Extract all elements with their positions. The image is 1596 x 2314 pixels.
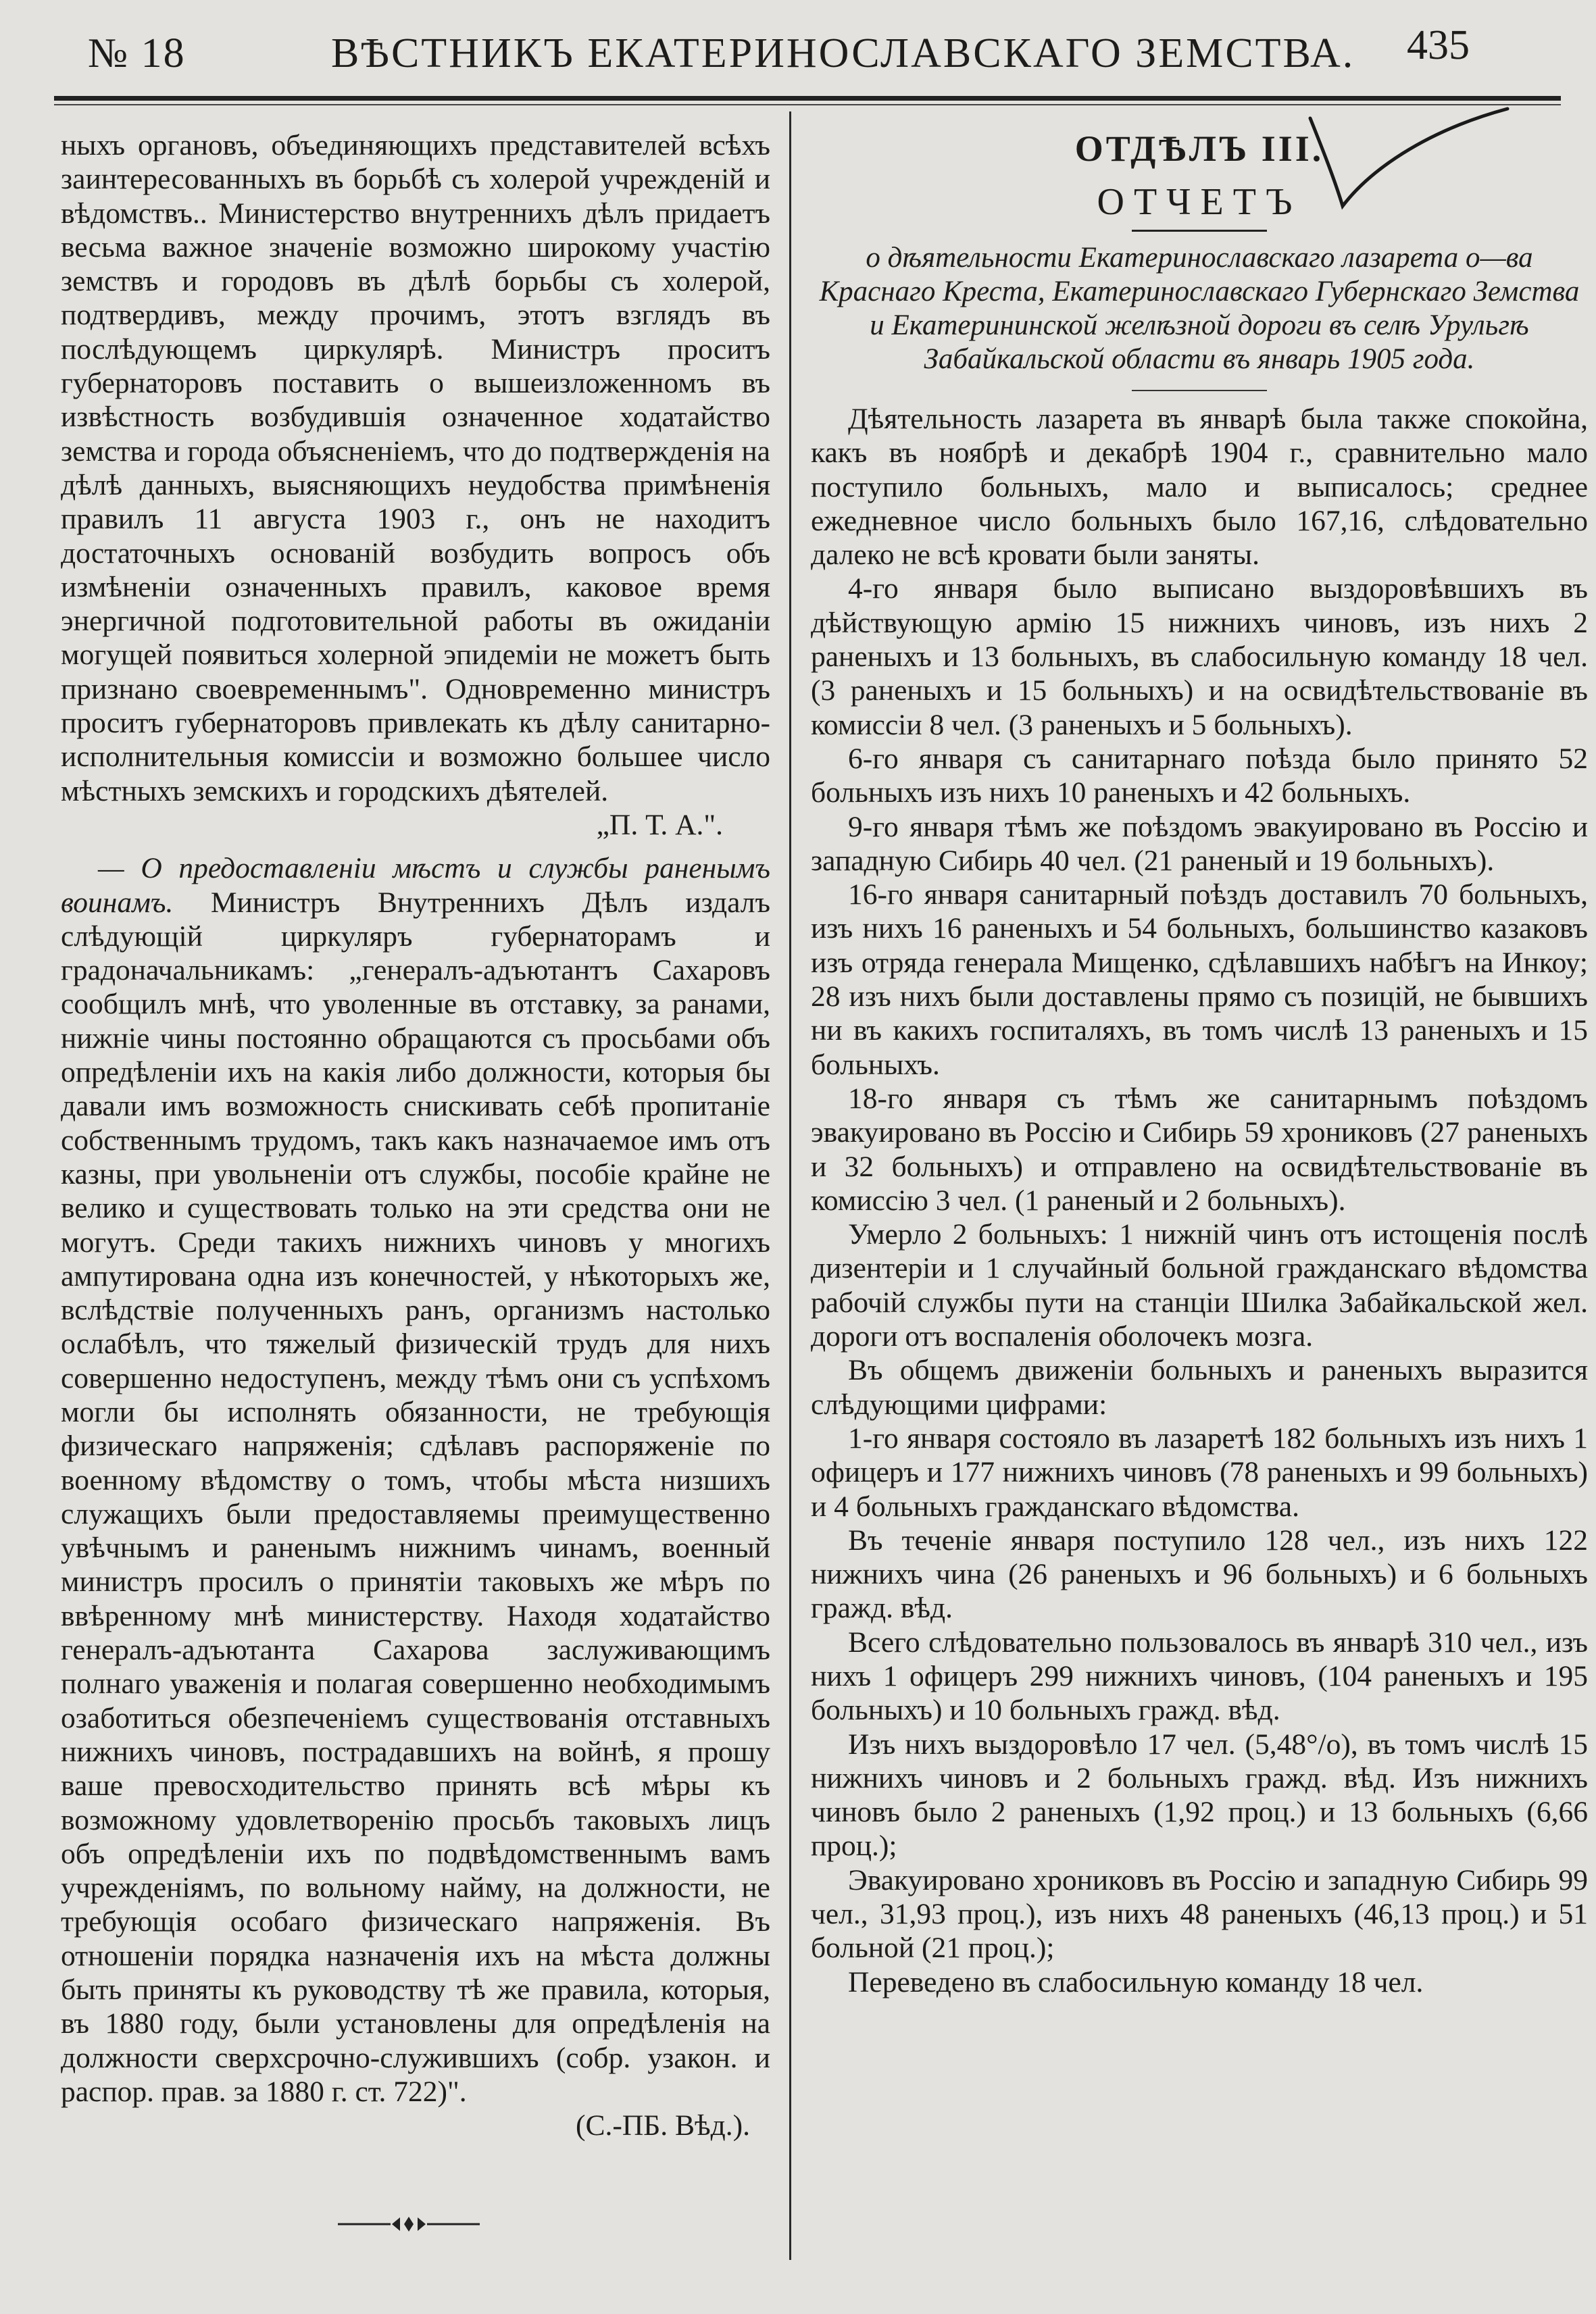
report-paragraph: 4-го января было выписано выздоровѣвшихъ въ дѣйствующую армію 15 нижнихъ чиновъ, изъ нихъ 2 раненыхъ и 13 больныхъ, въ слабосильную команду 18 чел. (3 раненыхъ и 15 больныхъ) и на освидѣтельствованіе въ комиссіи 8 чел. (3 раненыхъ и 5 больныхъ).	[811, 572, 1588, 741]
report-paragraph: Всего слѣдовательно пользовалось въ январѣ 310 чел., изъ нихъ 1 офицеръ 299 нижнихъ чиновъ, (104 раненыхъ и 195 больныхъ) и 10 больныхъ гражд. вѣд.	[811, 1626, 1588, 1727]
section-label: ОТДѢЛЪ III.	[1074, 128, 1324, 169]
news-item-lead: — О предоставленіи мѣстъ и службы раненымъ воинамъ.	[61, 852, 770, 919]
page-number: 435	[1407, 22, 1470, 68]
header-rule	[54, 96, 1561, 101]
report-paragraph: 1-го января состояло въ лазаретѣ 182 больныхъ изъ нихъ 1 офицеръ и 177 нижнихъ чиновъ (78 раненыхъ и 99 больныхъ) и 4 больныхъ гражданскаго вѣдомства.	[811, 1422, 1588, 1523]
report-title: ОТЧЕТЪ	[1097, 181, 1302, 223]
continued-paragraph: ныхъ органовъ, объединяющихъ представителей всѣхъ заинтересованныхъ въ борьбѣ съ холерой учрежденій и вѣдомствъ.. Министерство внутреннихъ дѣлъ придаетъ весьма важное значеніе возможно широкому участію земствъ и городовъ въ дѣлѣ борьбы съ холерой, подтвердивъ, между прочимъ, этотъ взглядъ въ послѣдующемъ циркулярѣ. Министръ проситъ губернаторовъ поставить о вышеизложенномъ въ извѣстность возбудившія означенное ходатайство земства и города объясненіемъ, что до подтвержденія на дѣлѣ данныхъ, выясняющихъ неудобства примѣненія правилъ 11 августа 1903 г., онъ не находитъ достаточныхъ основаній возбудить вопросъ объ измѣненіи означенныхъ правилъ, каковое время энергичной подготовительной работы въ ожиданіи могущей появиться холерной эпидеміи не можетъ быть признано своевременнымъ". Одновременно министръ проситъ губернаторовъ привлекать къ дѣлу санитарно-исполнительныя комиссіи и возможно большее число мѣстныхъ земскихъ и городскихъ дѣятелей.	[61, 129, 770, 807]
signoff: „П. Т. А.".	[596, 808, 723, 841]
report-paragraph: Въ теченіе января поступило 128 чел., изъ нихъ 122 нижнихъ чина (26 раненыхъ и 96 больныхъ) и 6 больныхъ гражд. вѣд.	[811, 1524, 1588, 1625]
news-item-body: Министръ Внутреннихъ Дѣлъ издалъ слѣдующій циркуляръ губернаторамъ и градоначальникамъ: „генералъ-адъютантъ Сахаровъ сообщилъ мнѣ, что уволенные въ отставку, за ранами, нижніе чины постоянно обращаются съ просьбами объ опредѣленіи ихъ на какія либо должности, которыя бы давали имъ возможность снискивать себѣ пропитаніе собственнымъ трудомъ, такъ какъ назначаемое имъ отъ казны, при увольненіи отъ службы, пособіе крайне не велико и существовать только на эти средства они не могутъ. Среди такихъ нижнихъ чиновъ у многихъ ампутирована одна изъ конечностей, у нѣкоторыхъ же, вслѣдствіе полученныхъ ранъ, организмъ настолько ослабѣлъ, что тяжелый физическій трудъ для нихъ совершенно недоступенъ, между тѣмъ они съ успѣхомъ могли бы исполнять обязанности, не требующія физическаго напряженія; сдѣлавъ распоряженіе по военному вѣдомству о томъ, чтобы мѣста низшихъ служащихъ были предоставляемы преимущественно увѣчнымъ и раненымъ нижнимъ чинамъ, военный министръ просилъ о принятіи таковыхъ же мѣръ по ввѣренному мнѣ министерству. Находя ходатайство генералъ-адъютанта Сахарова заслуживающимъ полнаго уваженія и полагая совершенно необходимымъ озаботиться обезпеченіемъ существованія отставныхъ нижнихъ чиновъ, пострадавшихъ на войнѣ, я прошу ваше превосходительство принять всѣ мѣры къ возможному удовлетворенію просьбъ таковыхъ лицъ объ опредѣленіи ихъ по подвѣдомственнымъ вамъ учрежденіямъ, по вольному найму, на должности, не требующія особаго физическаго напряженія. Въ отношеніи порядка назначенія ихъ на мѣста должны быть приняты къ руководству тѣ же правила, которыя, въ 1880 году, были установлены для опредѣленія на должности сверхсрочно-служившихъ (собр. узакон. и распор. прав. за 1880 г. ст. 722)".	[61, 886, 771, 2108]
report-paragraph: 18-го января съ тѣмъ же санитарнымъ поѣздомъ эвакуировано въ Россію и Сибирь 59 хрониковъ (27 раненыхъ и 32 больныхъ) и отправлено на освидѣтельствованіе въ комиссію 3 чел. (1 раненый и 2 больныхъ).	[811, 1082, 1588, 1217]
report-paragraph: 6-го января съ санитарнаго поѣзда было принято 52 больныхъ изъ нихъ 10 раненыхъ и 42 больныхъ.	[811, 742, 1588, 809]
report-paragraph: Эвакуировано хрониковъ въ Россію и западную Сибирь 99 чел., 31,93 проц.), изъ нихъ 48 раненыхъ (46,13 проц.) и 51 больной (21 проц.);	[811, 1863, 1588, 1965]
report-paragraph: 16-го января санитарный поѣздъ доставилъ 70 больныхъ, изъ нихъ 16 раненыхъ и 54 больныхъ, большинство казаковъ изъ отряда генерала Мищенко, сдѣлавшихъ набѣгъ на Инкоу; 28 изъ нихъ были доставлены прямо съ позицій, не бывшихъ ни въ какихъ госпиталяхъ, въ томъ числѣ 13 раненыхъ и 15 больныхъ.	[811, 878, 1588, 1081]
left-column	[61, 128, 770, 2143]
column-divider	[789, 111, 791, 2260]
report-paragraph: Изъ нихъ выздоровѣло 17 чел. (5,48°/о), въ томъ числѣ 15 нижнихъ чиновъ и 2 больныхъ гражд. вѣд. Изъ нижнихъ чиновъ было 2 раненыхъ (1,92 проц.) и 13 больныхъ (6,66 проц.);	[811, 1728, 1588, 1863]
right-column	[811, 128, 1588, 1999]
journal-title: ВѢСТНИКЪ ЕКАТЕРИНОСЛАВСКАГО ЗЕМСТВА.	[331, 30, 1355, 76]
report-paragraph: 9-го января тѣмъ же поѣздомъ эвакуировано въ Россію и западную Сибирь 40 чел. (21 раненый и 19 больныхъ).	[811, 810, 1588, 877]
report-paragraph: Переведено въ слабосильную команду 18 чел.	[848, 1965, 1424, 1998]
source-citation: (С.-ПБ. Вѣд.).	[575, 2109, 750, 2142]
title-rule	[1132, 230, 1267, 232]
page-header	[0, 14, 1596, 88]
fleuron-ornament-icon	[338, 2211, 480, 2238]
subtitle-rule	[1132, 390, 1267, 391]
report-paragraph: Въ общемъ движеніи больныхъ и раненыхъ выразится слѣдующими цифрами:	[811, 1354, 1588, 1421]
report-paragraph: Дѣятельность лазарета въ январѣ была также спокойна, какъ въ ноябрѣ и декабрѣ 1904 г., сравнительно мало поступило больныхъ, мало и выписалось; среднее ежедневное число больныхъ было 167,16, слѣдовательно далеко не всѣ кровати были заняты.	[811, 403, 1588, 572]
issue-number: № 18	[88, 30, 186, 76]
report-paragraph: Умерло 2 больныхъ: 1 нижній чинъ отъ истощенія послѣ дизентеріи и 1 случайный больной гражданскаго вѣдомства рабочій службы пути на станціи Шилка Забайкальской жел. дороги отъ воспаленія оболочекъ мозга.	[811, 1218, 1588, 1353]
report-subtitle: о дѣятельности Екатеринославскаго лазарета о—ва Краснаго Креста, Екатеринославскаго Губернскаго Земства и Екатерининской желѣзной дороги въ селѣ Урульгѣ Забайкальской области въ январь 1905 года.	[819, 242, 1580, 375]
news-item-paragraph	[61, 851, 770, 2109]
